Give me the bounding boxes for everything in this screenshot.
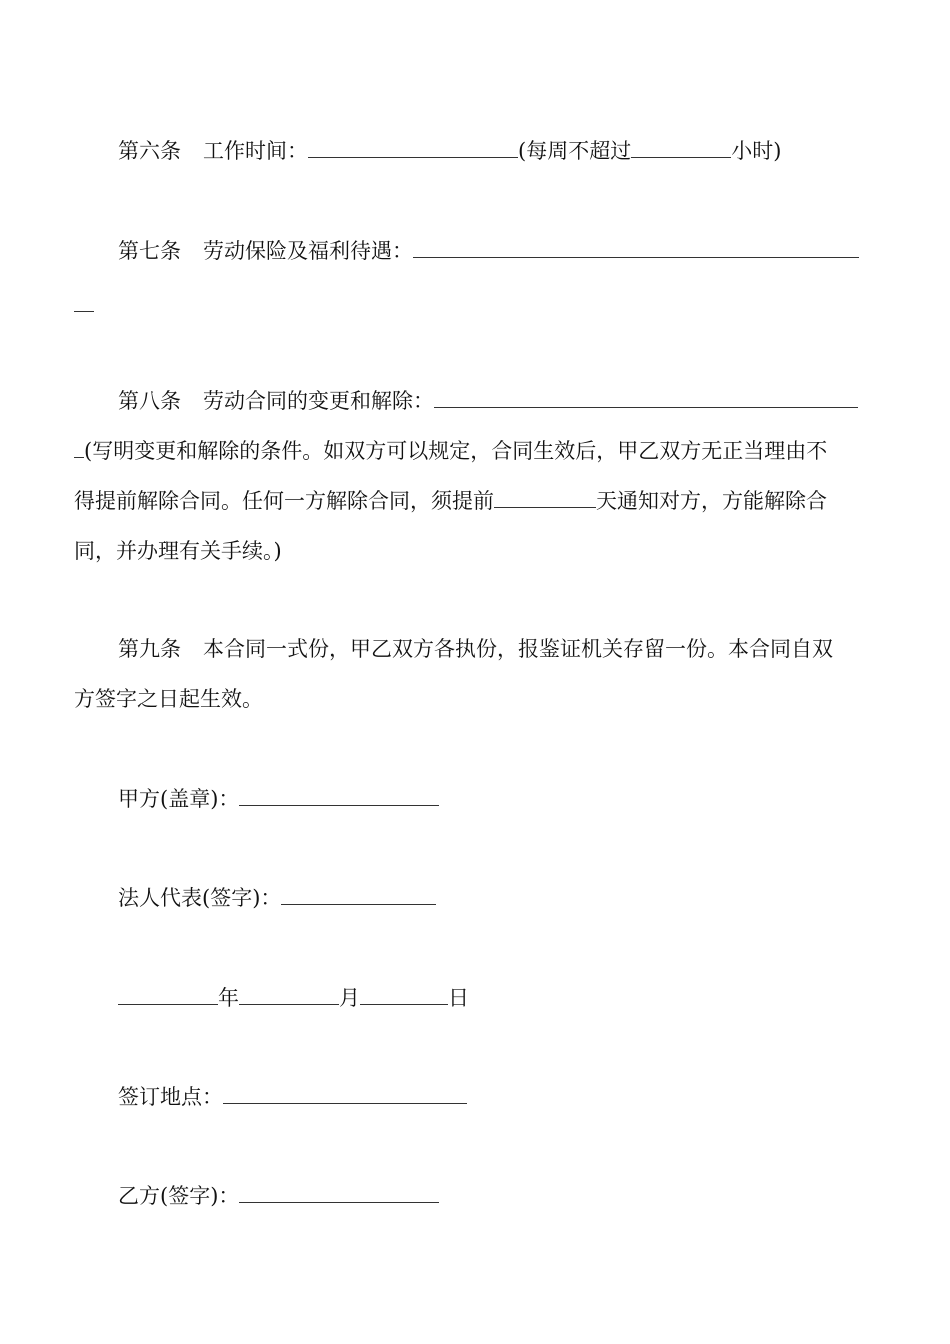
date-row [118, 985, 878, 1012]
article-8-line-2-text: (写明变更和解除的条件。如双方可以规定，合同生效后，甲乙双方无正当理由不 [84, 439, 828, 463]
work-hours-blank[interactable] [308, 139, 518, 158]
year-blank[interactable] [118, 986, 218, 1005]
day-blank[interactable] [360, 986, 448, 1005]
article-7-continuation [74, 292, 878, 319]
article-6-label: 第六条 [118, 139, 181, 163]
article-8 [118, 388, 878, 415]
article-9-line-2-text: 方签字之日起生效。 [74, 687, 263, 711]
article-8-line-3-b: 天通知对方，方能解除合 [596, 489, 827, 513]
article-7-label: 第七条 [118, 239, 181, 263]
article-8-line-3 [74, 488, 878, 515]
article-7-title: 劳动保险及福利待遇： [203, 239, 413, 263]
legal-rep-row [118, 885, 878, 912]
insurance-benefits-blank[interactable] [413, 239, 859, 258]
article-8-line-4 [74, 538, 878, 565]
article-8-line-2 [74, 438, 878, 465]
year-label: 年 [218, 986, 239, 1010]
article-9 [118, 636, 878, 663]
change-termination-blank-cont[interactable] [74, 439, 84, 458]
article-9-label: 第九条 [118, 637, 181, 661]
change-termination-blank[interactable] [434, 389, 858, 408]
notice-days-blank[interactable] [494, 489, 596, 508]
month-label: 月 [339, 986, 360, 1010]
legal-rep-label: 法人代表(签字)： [118, 886, 282, 910]
article-9-line-1: 本合同一式份，甲乙双方各执份，报鉴证机关存留一份。本合同自双 [203, 637, 833, 661]
place-blank[interactable] [223, 1085, 467, 1104]
party-b-blank[interactable] [239, 1184, 439, 1203]
legal-rep-blank[interactable] [281, 886, 436, 905]
place-row [118, 1084, 878, 1111]
article-8-title: 劳动合同的变更和解除： [203, 389, 434, 413]
party-b-row [118, 1183, 878, 1210]
article-6 [118, 138, 878, 165]
place-label: 签订地点： [118, 1085, 223, 1109]
article-8-line-4-text: 同，并办理有关手续。) [74, 539, 282, 563]
article-8-label: 第八条 [118, 389, 181, 413]
article-8-line-3-a: 得提前解除合同。任何一方解除合同，须提前 [74, 489, 494, 513]
party-a-row [118, 786, 878, 813]
article-7 [118, 238, 878, 265]
insurance-benefits-blank-cont[interactable] [74, 293, 94, 312]
day-label: 日 [448, 986, 469, 1010]
party-b-label: 乙方(签字)： [118, 1184, 240, 1208]
article-6-title: 工作时间： [203, 139, 308, 163]
month-blank[interactable] [239, 986, 339, 1005]
weekly-hours-prefix: (每周不超过 [518, 139, 632, 163]
party-a-label: 甲方(盖章)： [118, 787, 240, 811]
weekly-hours-blank[interactable] [631, 139, 731, 158]
party-a-blank[interactable] [239, 787, 439, 806]
weekly-hours-suffix: 小时) [731, 139, 782, 163]
article-9-line-2 [74, 686, 878, 713]
